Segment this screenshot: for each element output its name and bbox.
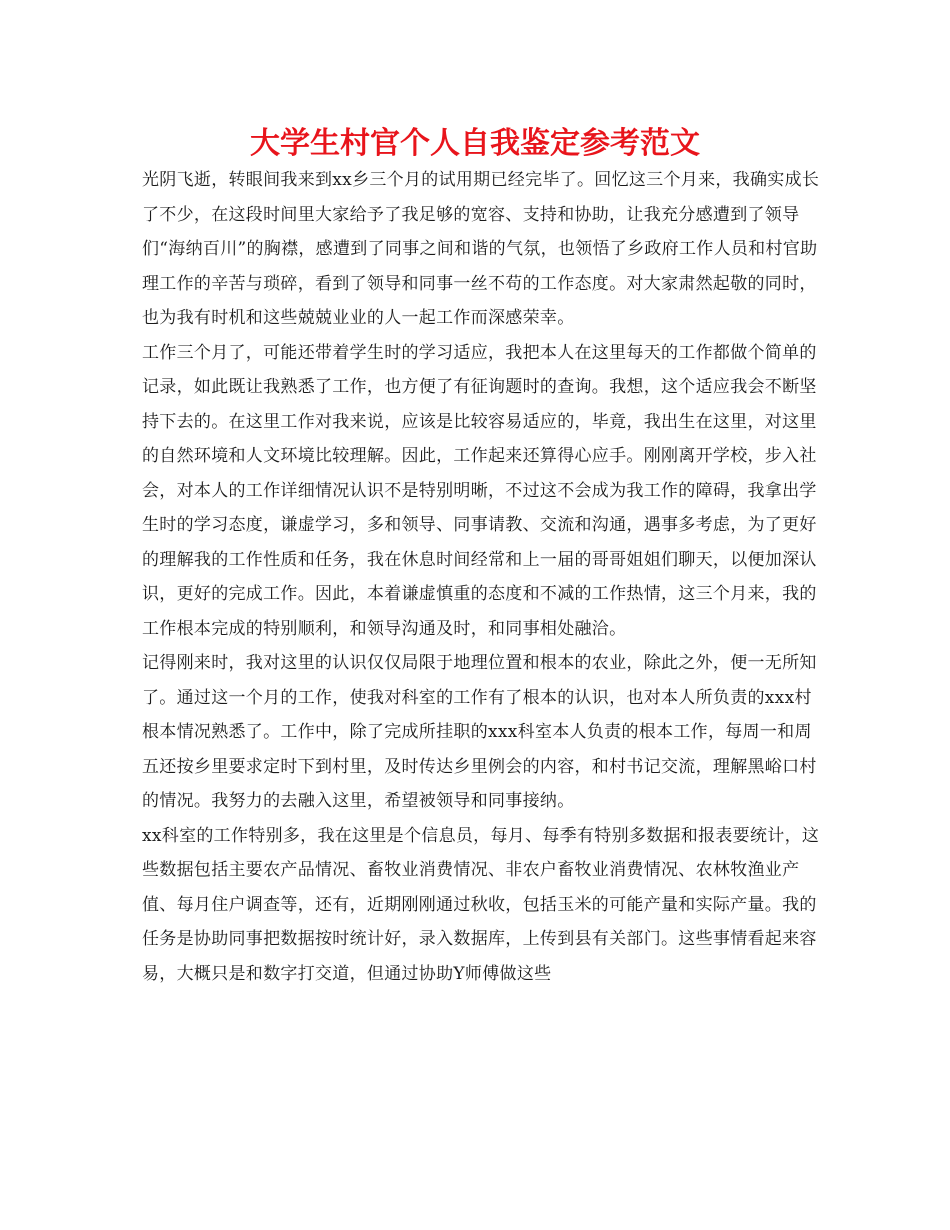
document-body xyxy=(142,163,822,991)
paragraph: 记得刚来时，我对这里的认识仅仅局限于地理位置和根本的农业，除此之外，便一无所知了。通过这一个月的工作，使我对科室的工作有了根本的认识，也对本人所负责的xxx村根本情况熟悉了。工作中，除了完成所挂职的xxx科室本人负责的根本工作，每周一和周五还按乡里要求定时下到村里，及时传达乡里例会的内容，和村书记交流，理解黑峪口村的情况。我努力的去融入这里，希望被领导和同事接纳。 xyxy=(142,653,817,811)
paragraph: xx科室的工作特别多，我在这里是个信息员，每月、每季有特别多数据和报表要统计，这些数据包括主要农产品情况、畜牧业消费情况、非农户畜牧业消费情况、农林牧渔业产值、每月住户调查等，还有，近期刚刚通过秋收，包括玉米的可能产量和实际产量。我的任务是协助同事把数据按时统计好，录入数据库，上传到县有关部门。这些事情看起来容易，大概只是和数字打交道，但通过协助Y师傅做这些 xyxy=(142,825,820,984)
paragraph: 工作三个月了，可能还带着学生时的学习适应，我把本人在这里每天的工作都做个简单的记录，如此既让我熟悉了工作，也方便了有征询题时的查询。我想，这个适应我会不断坚持下去的。在这里工作对我来说，应该是比较容易适应的，毕竟，我出生在这里，对这里的自然环境和人文环境比较理解。因此，工作起来还算得心应手。刚刚离开学校，步入社会，对本人的工作详细情况认识不是特别明晰，不过这不会成为我工作的障碍，我拿出学生时的学习态度，谦虚学习，多和领导、同事请教、交流和沟通，遇事多考虑，为了更好的理解我的工作性质和任务，我在休息时间经常和上一届的哥哥姐姐们聊天，以便加深认识，更好的完成工作。因此，本着谦虚慎重的态度和不减的工作热情，这三个月来，我的工作根本完成的特别顺利，和领导沟通及时，和同事相处融洽。 xyxy=(142,342,817,639)
document-title: 大学生村官个人自我鉴定参考范文 xyxy=(250,126,700,161)
paragraph: 光阴飞逝，转眼间我来到xx乡三个月的试用期已经完毕了。回忆这三个月来，我确实成长了不少，在这段时间里大家给予了我足够的宽容、支持和协助，让我充分感遭到了领导们“海纳百川”的胸襟，感遭到了同事之间和谐的气氛，也领悟了乡政府工作人员和村官助理工作的辛苦与琐碎，看到了领导和同事一丝不苟的工作态度。对大家肃然起敬的同时，也为我有时机和这些兢兢业业的人一起工作而深感荣幸。 xyxy=(142,170,820,328)
